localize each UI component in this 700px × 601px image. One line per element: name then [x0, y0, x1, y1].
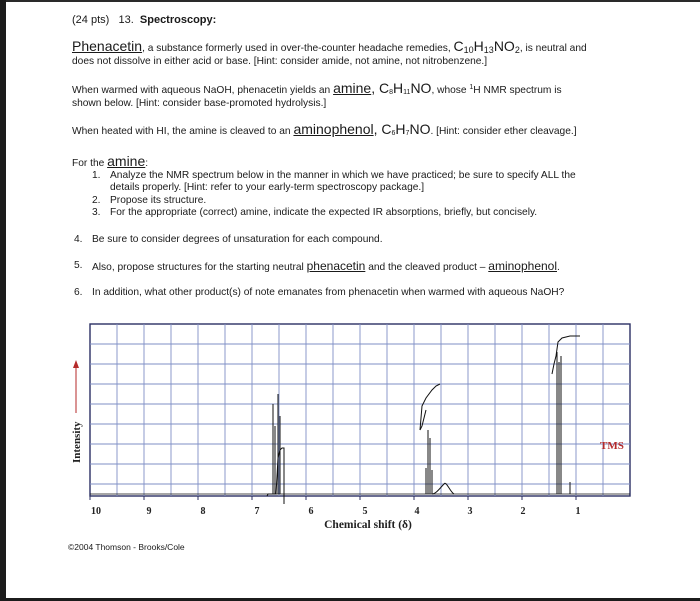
- phenacetin-formula: $C_{10}H_{13}NO_2$: [453, 38, 520, 55]
- question-number: 13.: [118, 14, 134, 26]
- naoh-line-1: When warmed with aqueous NaOH, phenacetin yields an amine, C8H11NO, whose $^1$H NMR spectrum is: [72, 80, 562, 96]
- x-axis-tick-labels: [91, 506, 581, 517]
- screen-left-edge: [0, 0, 6, 601]
- for-amine-line: For the amine:: [72, 153, 149, 169]
- nmr-spectrum: [60, 318, 640, 538]
- intro-line-1: Phenacetin, a substance formerly used in over-the-counter headache remedies, $C_{10}H_{13}NO_2$, is neutral and: [72, 38, 587, 55]
- tick-label-1: 1: [575, 506, 581, 517]
- tms-label: TMS: [600, 440, 624, 452]
- tick-label-2: 2: [520, 506, 526, 517]
- tick-label-5: 5: [362, 506, 368, 517]
- screen-top-edge: [0, 0, 700, 2]
- q5-phenacetin-word: phenacetin: [306, 259, 366, 273]
- x-axis-label: Chemical shift (δ): [324, 519, 412, 531]
- tick-label-4: 4: [414, 506, 420, 517]
- q5-aminophenol-word: aminophenol: [488, 259, 557, 273]
- amine-formula: C8H11NO: [379, 80, 432, 96]
- question-header: [72, 14, 216, 27]
- naoh-line-2: shown below. [Hint: consider base-promoted hydrolysis.]: [72, 98, 327, 109]
- points-label: (24 pts): [72, 14, 110, 26]
- tick-label-10: 10: [91, 506, 101, 517]
- hi-line: When heated with HI, the amine is cleaved to an aminophenol, C6H7NO. [Hint: consider ether cleavage.]: [72, 121, 577, 137]
- spectrum-grid: [90, 324, 630, 496]
- intro-line-2: does not dissolve in either acid or base. [Hint: consider amide, not amine, not nitrobenzene.]: [72, 56, 488, 67]
- aminophenol-word: aminophenol: [293, 121, 374, 137]
- for-amine-word: amine: [107, 153, 146, 169]
- phenacetin-word: Phenacetin: [72, 38, 143, 54]
- tick-label-8: 8: [200, 506, 206, 517]
- intensity-arrow-icon: [73, 360, 79, 413]
- amine-word: amine: [333, 80, 372, 96]
- tick-label-9: 9: [146, 506, 152, 517]
- tick-label-3: 3: [467, 506, 473, 517]
- tick-label-7: 7: [254, 506, 260, 517]
- task-1-line-2: details properly. [Hint: refer to your early-term spectroscopy package.]: [110, 182, 425, 193]
- question-title: Spectroscopy:: [139, 14, 217, 26]
- copyright-footer: ©2004 Thomson - Brooks/Cole: [68, 542, 185, 552]
- y-axis-label: Intensity: [71, 421, 83, 463]
- tick-label-6: 6: [308, 506, 314, 517]
- aminophenol-formula: C6H7NO: [381, 121, 431, 137]
